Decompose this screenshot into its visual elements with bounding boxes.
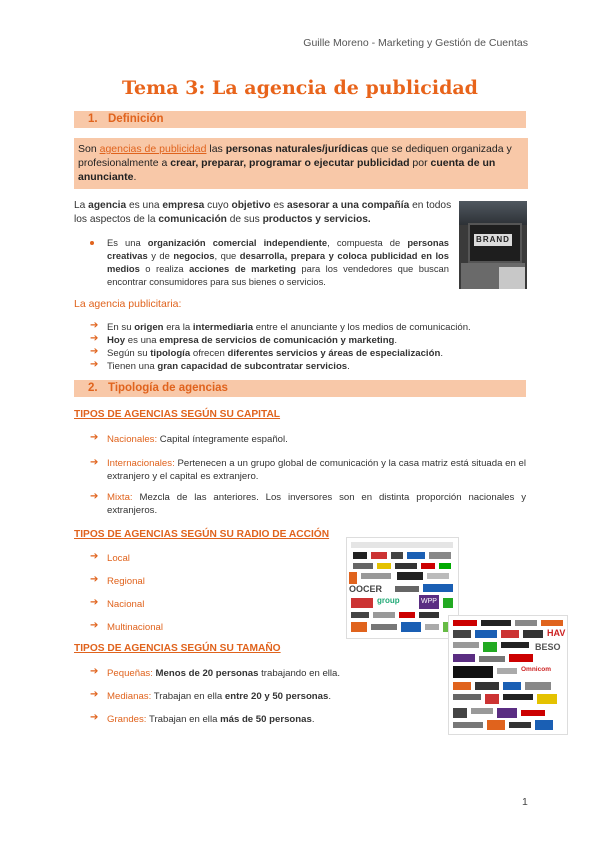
tamano-item-medianas: Medianas: Trabajan en ella entre 20 y 50 personas. [107,691,332,702]
arrow-icon: ➔ [90,689,99,700]
arrow-icon: ➔ [90,620,99,631]
section-heading-definicion [74,111,526,128]
section-label: Definición [108,113,164,125]
brand-label: BRAND [474,234,512,246]
arrow-icon: ➔ [90,457,99,468]
section-number: 2. [88,382,98,394]
section-heading-tipologia [74,380,526,397]
running-header: Guille Moreno - Marketing y Gestión de Cuentas [303,37,528,49]
radio-item-regional: Regional [107,576,145,587]
arrow-icon: ➔ [90,346,99,357]
agency-item-4: Tienen una gran capacidad de subcontratar servicios. [107,361,350,372]
collage-logo-text: Omnicom [521,666,551,673]
agency-item-1: En su origen era la intermediaria entre el anunciante y los medios de comunicación. [107,322,471,333]
agencias-link[interactable]: agencias de publicidad [99,143,207,155]
tamano-item-pequenas: Pequeñas: Menos de 20 personas trabajando en ella. [107,668,341,679]
bullet-dot [90,241,94,245]
arrow-icon: ➔ [90,320,99,331]
collage-logo-text: BESO [535,642,561,652]
collage-logo-text: OOCER [349,584,383,594]
subheading-agencia: La agencia publicitaria: [74,298,182,310]
radio-item-local: Local [107,553,130,564]
arrow-icon: ➔ [90,432,99,443]
agency-logos-collage-1 [346,537,459,639]
definition-paragraph: La agencia es una empresa cuyo objetivo es asesorar a una compañía en todos los aspectos de la comunicación de sus productos y servicios. [74,200,452,225]
radio-heading: TIPOS DE AGENCIAS SEGÚN SU RADIO DE ACCIÓN [74,529,330,540]
arrow-icon: ➔ [90,574,99,585]
bullet-organizacion: Es una organización comercial independiente, compuesta de personas creativas y de negocios, que desarrolla, prepara y coloca publicidad en los medios o realiza acciones de marketing para los vendedores que buscan encontrar consumidores para sus bienes o servicios. [107,237,449,287]
collage-logo-text: HAV [547,628,566,638]
page-title: Tema 3: La agencia de publicidad [122,77,478,99]
definition-box: Son agencias de publicidad las personas naturales/jurídicas que se dediquen organizada y profesionalmente a crear, preparar, programar o ejecutar publicidad por cuenta de un anunciante. [74,138,528,189]
section-label: Tipología de agencias [108,382,228,394]
section-number: 1. [88,113,98,125]
capital-item-nacionales: Nacionales: Capital íntegramente español. [107,434,288,445]
brand-laptop-image [459,201,527,289]
collage-logo-text: group [377,596,400,605]
arrow-icon: ➔ [90,491,99,502]
capital-item-mixta: Mixta: Mezcla de las anteriores. Los inversores son en distinta proporción nacionales y extranjeros. [107,492,526,516]
arrow-icon: ➔ [90,712,99,723]
agency-item-3: Según su tipología ofrecen diferentes servicios y áreas de especialización. [107,348,443,359]
tamano-heading: TIPOS DE AGENCIAS SEGÚN SU TAMAÑO [74,643,281,654]
capital-heading: TIPOS DE AGENCIAS SEGÚN SU CAPITAL [74,409,281,420]
arrow-icon: ➔ [90,359,99,370]
arrow-icon: ➔ [90,333,99,344]
radio-item-nacional: Nacional [107,599,145,610]
capital-item-internacionales: Internacionales: Pertenecen a un grupo global de comunicación y la casa matriz está situada en el extranjero y el capital es extranjero. [107,458,526,482]
page-number: 1 [522,796,528,808]
arrow-icon: ➔ [90,666,99,677]
collage-logo-text: WPP [419,595,439,609]
arrow-icon: ➔ [90,597,99,608]
arrow-icon: ➔ [90,551,99,562]
tamano-item-grandes: Grandes: Trabajan en ella más de 50 personas. [107,714,315,725]
radio-item-multinacional: Multinacional [107,622,163,633]
agency-item-2: Hoy es una empresa de servicios de comunicación y marketing. [107,335,398,346]
agency-logos-collage-2 [448,615,568,735]
